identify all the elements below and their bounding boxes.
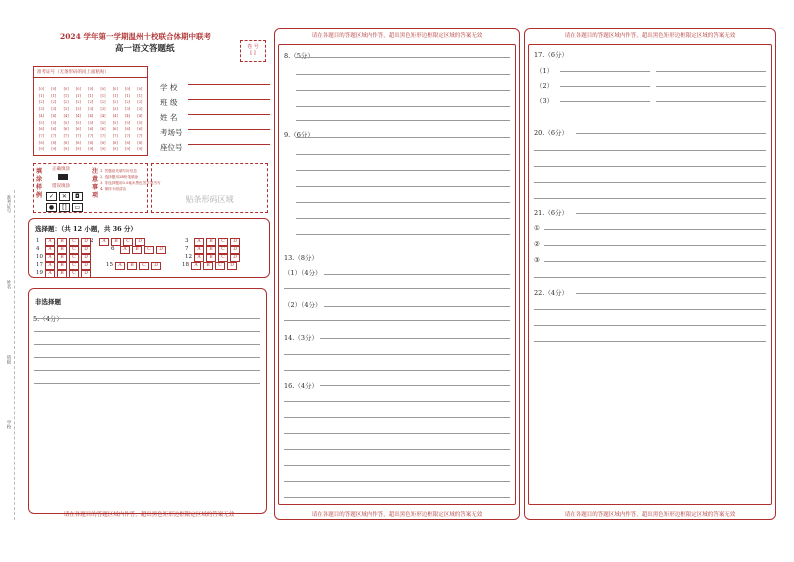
answer-line[interactable] (576, 293, 766, 294)
ticket-bubble[interactable]: [3] (88, 107, 94, 112)
notice-middle-top: 请在各题目的答题区域内作答，超出黑色矩形边框限定区域的答案无效 (311, 33, 483, 39)
ticket-bubble[interactable]: [4] (112, 113, 118, 118)
note-item: 2. 选择题用2B铅笔填涂 (100, 175, 139, 179)
answer-line[interactable] (284, 370, 510, 371)
mc-option-bubble[interactable]: A (99, 238, 109, 246)
barcode-area (151, 163, 268, 213)
exam-title: 2024 学年第一学期温州十校联合体期中联考 (60, 32, 211, 41)
ticket-bubble[interactable]: [8] (137, 140, 143, 145)
answer-line[interactable] (576, 213, 766, 214)
answer-line[interactable] (320, 385, 510, 386)
ticket-bubble[interactable]: [3] (125, 107, 131, 112)
q14-label: 14.（3分） (284, 334, 318, 342)
info-field[interactable] (160, 105, 270, 122)
mc-option-bubble[interactable]: A (45, 270, 55, 278)
ticket-bubble[interactable]: [2] (39, 100, 44, 105)
ticket-bubble[interactable]: [5] (63, 120, 69, 125)
mc-question (36, 254, 93, 262)
mc-option-bubble[interactable]: A (191, 262, 201, 270)
answer-line[interactable] (324, 274, 510, 275)
q9-label: 9.（6分） (284, 131, 314, 139)
copy-box-label: 卷 号 (247, 44, 259, 50)
mc-option-bubble[interactable]: B (206, 246, 216, 254)
answer-line[interactable] (656, 86, 766, 87)
mc-option-bubble[interactable]: D (230, 238, 240, 246)
ticket-bubble[interactable]: [0] (125, 87, 131, 91)
ticket-bubble[interactable]: [4] (63, 113, 69, 118)
ticket-bubble[interactable]: [4] (75, 113, 81, 118)
mc-question (36, 238, 93, 246)
mc-question-number: 12 (185, 254, 192, 260)
answer-line[interactable] (284, 288, 510, 289)
answer-line[interactable] (296, 74, 510, 75)
answer-line[interactable] (534, 341, 766, 342)
mc-option-bubble[interactable]: D (81, 262, 91, 270)
mc-question-number: 6 (111, 246, 115, 252)
side-label: 准考证号 (6, 195, 11, 213)
ticket-bubble[interactable]: [1] (63, 93, 69, 98)
answer-line[interactable] (296, 202, 510, 203)
info-field[interactable] (160, 75, 270, 92)
mc-question-number: 15 (106, 262, 113, 268)
mc-question-number: 17 (36, 262, 43, 268)
ticket-bubble[interactable]: [6] (100, 127, 106, 132)
ticket-bubble[interactable]: [5] (125, 120, 131, 125)
q13-2-label: （2）（4分） (284, 301, 322, 309)
mc-option-bubble[interactable]: B (127, 262, 137, 270)
ticket-bubble[interactable]: [7] (39, 133, 44, 138)
mc-question-number: 10 (36, 254, 43, 260)
ticket-bubble[interactable]: [1] (75, 93, 81, 98)
answer-line[interactable] (296, 234, 510, 235)
ticket-bubble[interactable]: [9] (51, 147, 57, 152)
ticket-bubble[interactable]: [0] (112, 87, 118, 91)
ticket-bubble[interactable]: [9] (88, 147, 94, 152)
answer-line[interactable] (284, 465, 510, 466)
fill-wrong-label: 错误填涂 (52, 184, 70, 189)
mc-option-bubble[interactable]: A (115, 262, 125, 270)
mc-option-bubble[interactable]: D (81, 254, 91, 262)
copy-box-value: [ ] (250, 50, 256, 56)
note-item: 4. 保持卡面清洁 (100, 187, 127, 191)
mc-option-bubble[interactable]: B (111, 238, 121, 246)
ticket-bubble[interactable]: [0] (51, 87, 57, 91)
ticket-bubble[interactable]: [1] (100, 93, 106, 98)
answer-line[interactable] (296, 90, 510, 91)
ticket-bubble[interactable]: [8] (112, 140, 118, 145)
ticket-bubble[interactable]: [2] (63, 100, 69, 105)
info-field[interactable] (160, 135, 270, 152)
info-field[interactable] (160, 120, 270, 137)
notice-right-bottom: 请在各题目的答题区域内作答，超出黑色矩形边框限定区域的答案无效 (564, 512, 736, 518)
ticket-bubble[interactable]: [6] (63, 127, 69, 132)
ticket-bubble[interactable]: [8] (100, 140, 106, 145)
mc-question (36, 262, 93, 270)
mc-question (185, 246, 242, 254)
note-item: 1. 答题前先填写好信息 (100, 169, 137, 173)
ticket-bubble[interactable]: [7] (63, 133, 69, 138)
mc-option-bubble[interactable]: C (218, 238, 228, 246)
ticket-bubble[interactable]: [6] (125, 127, 131, 132)
ticket-bubble[interactable]: [3] (100, 107, 106, 112)
mc-question (90, 238, 147, 246)
ticket-bubble[interactable]: [7] (137, 133, 143, 138)
mc-option-bubble[interactable]: A (45, 246, 55, 254)
mc-option-bubble[interactable]: D (227, 262, 237, 270)
ticket-bubble[interactable]: [8] (125, 140, 131, 145)
ticket-bubble[interactable]: [4] (100, 113, 106, 118)
mc-question (36, 270, 93, 278)
mc-option-bubble[interactable]: B (57, 270, 67, 278)
answer-line[interactable] (296, 137, 510, 138)
q17-1-label: （1） (536, 67, 554, 75)
answer-line[interactable] (34, 357, 260, 358)
ticket-title: 准考证号（无条形码的同上面粘贴） (34, 67, 147, 78)
ticket-bubble[interactable]: [7] (51, 133, 57, 138)
ticket-bubble[interactable]: [9] (75, 147, 81, 152)
mc-option-bubble[interactable]: C (218, 254, 228, 262)
q8-label: 8.（5分） (284, 52, 314, 60)
mc-question-number: 18 (182, 262, 189, 268)
q13-1-label: （1）（4分） (284, 269, 322, 277)
ticket-bubble[interactable]: [7] (112, 133, 118, 138)
ticket-bubble[interactable]: [6] (75, 127, 81, 132)
side-dashed-line (14, 190, 15, 520)
answer-line[interactable] (284, 354, 510, 355)
ticket-bubble[interactable]: [0] (100, 87, 106, 91)
info-field[interactable] (160, 90, 270, 107)
ticket-bubble[interactable]: [5] (137, 120, 143, 125)
q22-label: 22.（4分） (534, 289, 568, 297)
answer-line[interactable] (560, 86, 650, 87)
mc-question (182, 262, 239, 270)
answer-line[interactable] (284, 320, 510, 321)
mc-option-bubble[interactable]: A (194, 246, 204, 254)
mc-option-bubble[interactable]: C (69, 262, 79, 270)
mc-option-bubble[interactable]: D (81, 270, 91, 278)
answer-line[interactable] (534, 198, 766, 199)
ticket-bubble[interactable]: [5] (51, 120, 57, 125)
barcode-label: 贴条形码区域 (185, 195, 234, 204)
ticket-bubble[interactable]: [8] (39, 140, 44, 145)
mc-option-bubble[interactable]: C (144, 246, 154, 254)
ticket-bubble[interactable]: [9] (100, 147, 106, 152)
ticket-bubble[interactable]: [2] (88, 100, 94, 105)
mc-option-bubble[interactable]: A (120, 246, 130, 254)
fill-example (33, 163, 161, 213)
answer-line[interactable] (284, 481, 510, 482)
q17-label: 17.（6分） (534, 51, 568, 59)
answer-line[interactable] (534, 150, 766, 151)
ticket-bubble[interactable]: [2] (75, 100, 81, 105)
ticket-bubble[interactable]: [2] (100, 100, 106, 105)
answer-line[interactable] (656, 71, 766, 72)
mc-option-bubble[interactable]: D (151, 262, 161, 270)
answer-line[interactable] (284, 417, 510, 418)
answer-line[interactable] (284, 497, 510, 498)
sheet-title: 高一语文答题纸 (115, 44, 175, 54)
mc-option-bubble[interactable]: C (69, 270, 79, 278)
answer-line[interactable] (534, 325, 766, 326)
answer-line[interactable] (560, 101, 650, 102)
answer-line[interactable] (296, 218, 510, 219)
ticket-bubble[interactable]: [4] (88, 113, 94, 118)
info-label: 班 级 (160, 98, 178, 107)
ticket-bubble[interactable]: [6] (51, 127, 57, 132)
mc-option-bubble[interactable]: C (218, 246, 228, 254)
answer-line[interactable] (34, 370, 260, 371)
mc-question-number: 7 (185, 246, 189, 252)
ticket-bubble[interactable]: [2] (137, 100, 143, 105)
ticket-bubble[interactable]: [9] (137, 147, 143, 152)
mc-option-bubble[interactable]: D (135, 238, 145, 246)
ticket-bubble[interactable]: [7] (125, 133, 131, 138)
mc-option-bubble[interactable]: A (45, 254, 55, 262)
ticket-bubble[interactable]: [6] (39, 127, 44, 132)
mc-option-bubble[interactable]: B (57, 246, 67, 254)
ticket-bubble[interactable]: [9] (112, 147, 118, 152)
q17-2-label: （2） (536, 82, 554, 90)
answer-line[interactable] (560, 71, 650, 72)
q16-label: 16.（4分） (284, 382, 318, 390)
ticket-bubble[interactable]: [5] (100, 120, 106, 125)
info-label: 姓 名 (160, 113, 178, 122)
ticket-bubble[interactable]: [1] (137, 93, 143, 98)
fill-correct-mark (58, 174, 68, 180)
ticket-bubble[interactable]: [8] (63, 140, 69, 145)
fill-correct-label: 正确填涂 (52, 167, 70, 172)
answer-line[interactable] (296, 120, 510, 121)
ticket-bubble[interactable]: [4] (125, 113, 131, 118)
ticket-bubble[interactable]: [2] (112, 100, 118, 105)
q21-1-label: ① (534, 224, 540, 232)
answer-line[interactable] (34, 344, 260, 345)
ticket-bubble[interactable]: [6] (88, 127, 94, 132)
ticket-bubble[interactable]: [5] (88, 120, 94, 125)
mc-option-bubble[interactable]: B (57, 262, 67, 270)
ticket-bubble[interactable]: [4] (51, 113, 57, 118)
ticket-bubble[interactable]: [1] (125, 93, 131, 98)
ticket-bubble[interactable]: [1] (88, 93, 94, 98)
mc-question (185, 254, 242, 262)
ticket-bubble[interactable]: [2] (125, 100, 131, 105)
mc-question-number: 3 (185, 238, 189, 244)
mc-option-bubble[interactable]: C (139, 262, 149, 270)
answer-line[interactable] (656, 101, 766, 102)
mc-option-bubble[interactable]: B (57, 238, 67, 246)
mc-question-number: 4 (36, 246, 40, 252)
ticket-bubble[interactable]: [1] (112, 93, 118, 98)
info-label: 考场号 (160, 128, 183, 137)
ticket-bubble[interactable]: [6] (137, 127, 143, 132)
ticket-bubble[interactable]: [7] (75, 133, 81, 138)
ticket-bubble[interactable]: [5] (75, 120, 81, 125)
ticket-bubble[interactable]: [0] (75, 87, 81, 91)
answer-line[interactable] (544, 229, 766, 230)
mc-option-bubble[interactable]: C (123, 238, 133, 246)
mc-option-bubble[interactable]: B (206, 254, 216, 262)
ticket-bubble[interactable]: [2] (51, 100, 57, 105)
answer-line[interactable] (296, 170, 510, 171)
fill-example-label: 填涂样例 (36, 168, 43, 199)
notes-list (100, 168, 161, 192)
ticket-bubble[interactable]: [1] (39, 93, 44, 98)
answer-line[interactable] (296, 57, 510, 58)
mc-heading: 选择题：（共 12 小题，共 36 分） (35, 225, 137, 233)
ticket-bubble[interactable]: [3] (137, 107, 143, 112)
answer-line[interactable] (34, 318, 260, 319)
ticket-bubble[interactable]: [7] (88, 133, 94, 138)
q21-2-label: ② (534, 240, 540, 248)
mc-option-bubble[interactable]: D (230, 254, 240, 262)
answer-line[interactable] (284, 433, 510, 434)
ticket-bubble[interactable]: [3] (63, 107, 69, 112)
mc-option-bubble[interactable]: A (45, 238, 55, 246)
answer-line[interactable] (34, 383, 260, 384)
ticket-bubble[interactable]: [5] (39, 120, 44, 125)
ticket-bubble[interactable]: [8] (75, 140, 81, 145)
mc-option-bubble[interactable]: A (45, 262, 55, 270)
answer-line[interactable] (296, 106, 510, 107)
answer-line[interactable] (284, 401, 510, 402)
fill-wrong-marks: ✓ ✕ ◘ ● [] ▭ (46, 192, 91, 212)
notice-left: 请在各题目的答题区域内作答，超出黑色矩形边框限定区域的答案无效 (63, 512, 235, 518)
q21-3-label: ③ (534, 256, 540, 264)
mc-option-bubble[interactable]: D (156, 246, 166, 254)
mc-question (185, 238, 242, 246)
mc-option-bubble[interactable]: D (230, 246, 240, 254)
answer-panel-left (28, 288, 267, 514)
q21-label: 21.（6分） (534, 209, 568, 217)
ticket-bubble[interactable]: [1] (51, 93, 57, 98)
ticket-bubble[interactable]: [3] (112, 107, 118, 112)
mc-question (111, 246, 168, 254)
answer-line[interactable] (544, 245, 766, 246)
mc-option-bubble[interactable]: C (69, 238, 79, 246)
q13-label: 13.（8分） (284, 254, 318, 262)
mc-option-bubble[interactable]: C (215, 262, 225, 270)
ticket-bubble[interactable]: [4] (39, 113, 44, 118)
mc-question-number: 1 (36, 238, 40, 244)
ticket-bubble[interactable]: [3] (51, 107, 57, 112)
nonmc-heading: 非选择题 (35, 298, 61, 306)
ticket-bubble[interactable]: [8] (51, 140, 57, 145)
copy-box (240, 40, 266, 62)
mc-option-bubble[interactable]: C (69, 246, 79, 254)
mc-option-bubble[interactable]: D (81, 238, 91, 246)
ticket-bubble[interactable]: [0] (137, 87, 143, 91)
info-label: 座位号 (160, 143, 183, 152)
side-label: 学校 (6, 420, 11, 429)
mc-option-bubble[interactable]: B (206, 238, 216, 246)
mc-option-bubble[interactable]: D (81, 246, 91, 254)
answer-line[interactable] (534, 277, 766, 278)
answer-line[interactable] (534, 182, 766, 183)
mc-question (106, 262, 163, 270)
ticket-bubble[interactable]: [0] (88, 87, 94, 91)
mc-option-bubble[interactable]: B (132, 246, 142, 254)
answer-line[interactable] (544, 261, 766, 262)
answer-panel-right (528, 44, 772, 505)
notes-label: 注意事项 (92, 168, 99, 199)
answer-line[interactable] (576, 133, 766, 134)
ticket-bubble[interactable]: [0] (39, 87, 44, 91)
ticket-bubble[interactable]: [3] (75, 107, 81, 112)
ticket-bubble[interactable]: [8] (88, 140, 94, 145)
ticket-bubble[interactable]: [9] (63, 147, 69, 152)
notice-middle-bottom: 请在各题目的答题区域内作答，超出黑色矩形边框限定区域的答案无效 (311, 512, 483, 518)
side-label: 班级 (6, 355, 11, 364)
answer-line[interactable] (320, 338, 510, 339)
mc-option-bubble[interactable]: B (203, 262, 213, 270)
answer-line[interactable] (534, 166, 766, 167)
notice-right-top: 请在各题目的答题区域内作答，超出黑色矩形边框限定区域的答案无效 (564, 33, 736, 39)
mc-question-number: 2 (90, 238, 94, 244)
mc-question-number: 19 (36, 270, 43, 276)
ticket-bubble[interactable]: [7] (100, 133, 106, 138)
ticket-bubble[interactable]: [3] (39, 107, 44, 112)
ticket-grid (33, 66, 148, 156)
ticket-bubble[interactable]: [6] (112, 127, 118, 132)
answer-line[interactable] (324, 306, 510, 307)
ticket-bubble[interactable]: [5] (112, 120, 118, 125)
answer-line[interactable] (296, 186, 510, 187)
answer-line[interactable] (534, 309, 766, 310)
q17-3-label: （3） (536, 97, 554, 105)
mc-question (36, 246, 93, 254)
mc-option-bubble[interactable]: C (69, 254, 79, 262)
answer-line[interactable] (284, 449, 510, 450)
answer-line[interactable] (296, 154, 510, 155)
info-label: 学 校 (160, 83, 178, 92)
mc-option-bubble[interactable]: A (194, 238, 204, 246)
ticket-bubble[interactable]: [9] (125, 147, 131, 152)
ticket-bubble[interactable]: [9] (39, 147, 44, 152)
q20-label: 20.（6分） (534, 129, 568, 137)
side-label: 姓名 (6, 280, 11, 289)
ticket-bubble[interactable]: [4] (137, 113, 143, 118)
ticket-columns (36, 87, 145, 153)
mc-option-bubble[interactable]: A (194, 254, 204, 262)
answer-line[interactable] (34, 331, 260, 332)
q5-label: 5.（4分） (33, 315, 63, 323)
ticket-bubble[interactable]: [0] (63, 87, 69, 91)
note-item: 3. 非选择题用0.5毫米黑色签字笔书写 (100, 181, 161, 185)
mc-option-bubble[interactable]: B (57, 254, 67, 262)
